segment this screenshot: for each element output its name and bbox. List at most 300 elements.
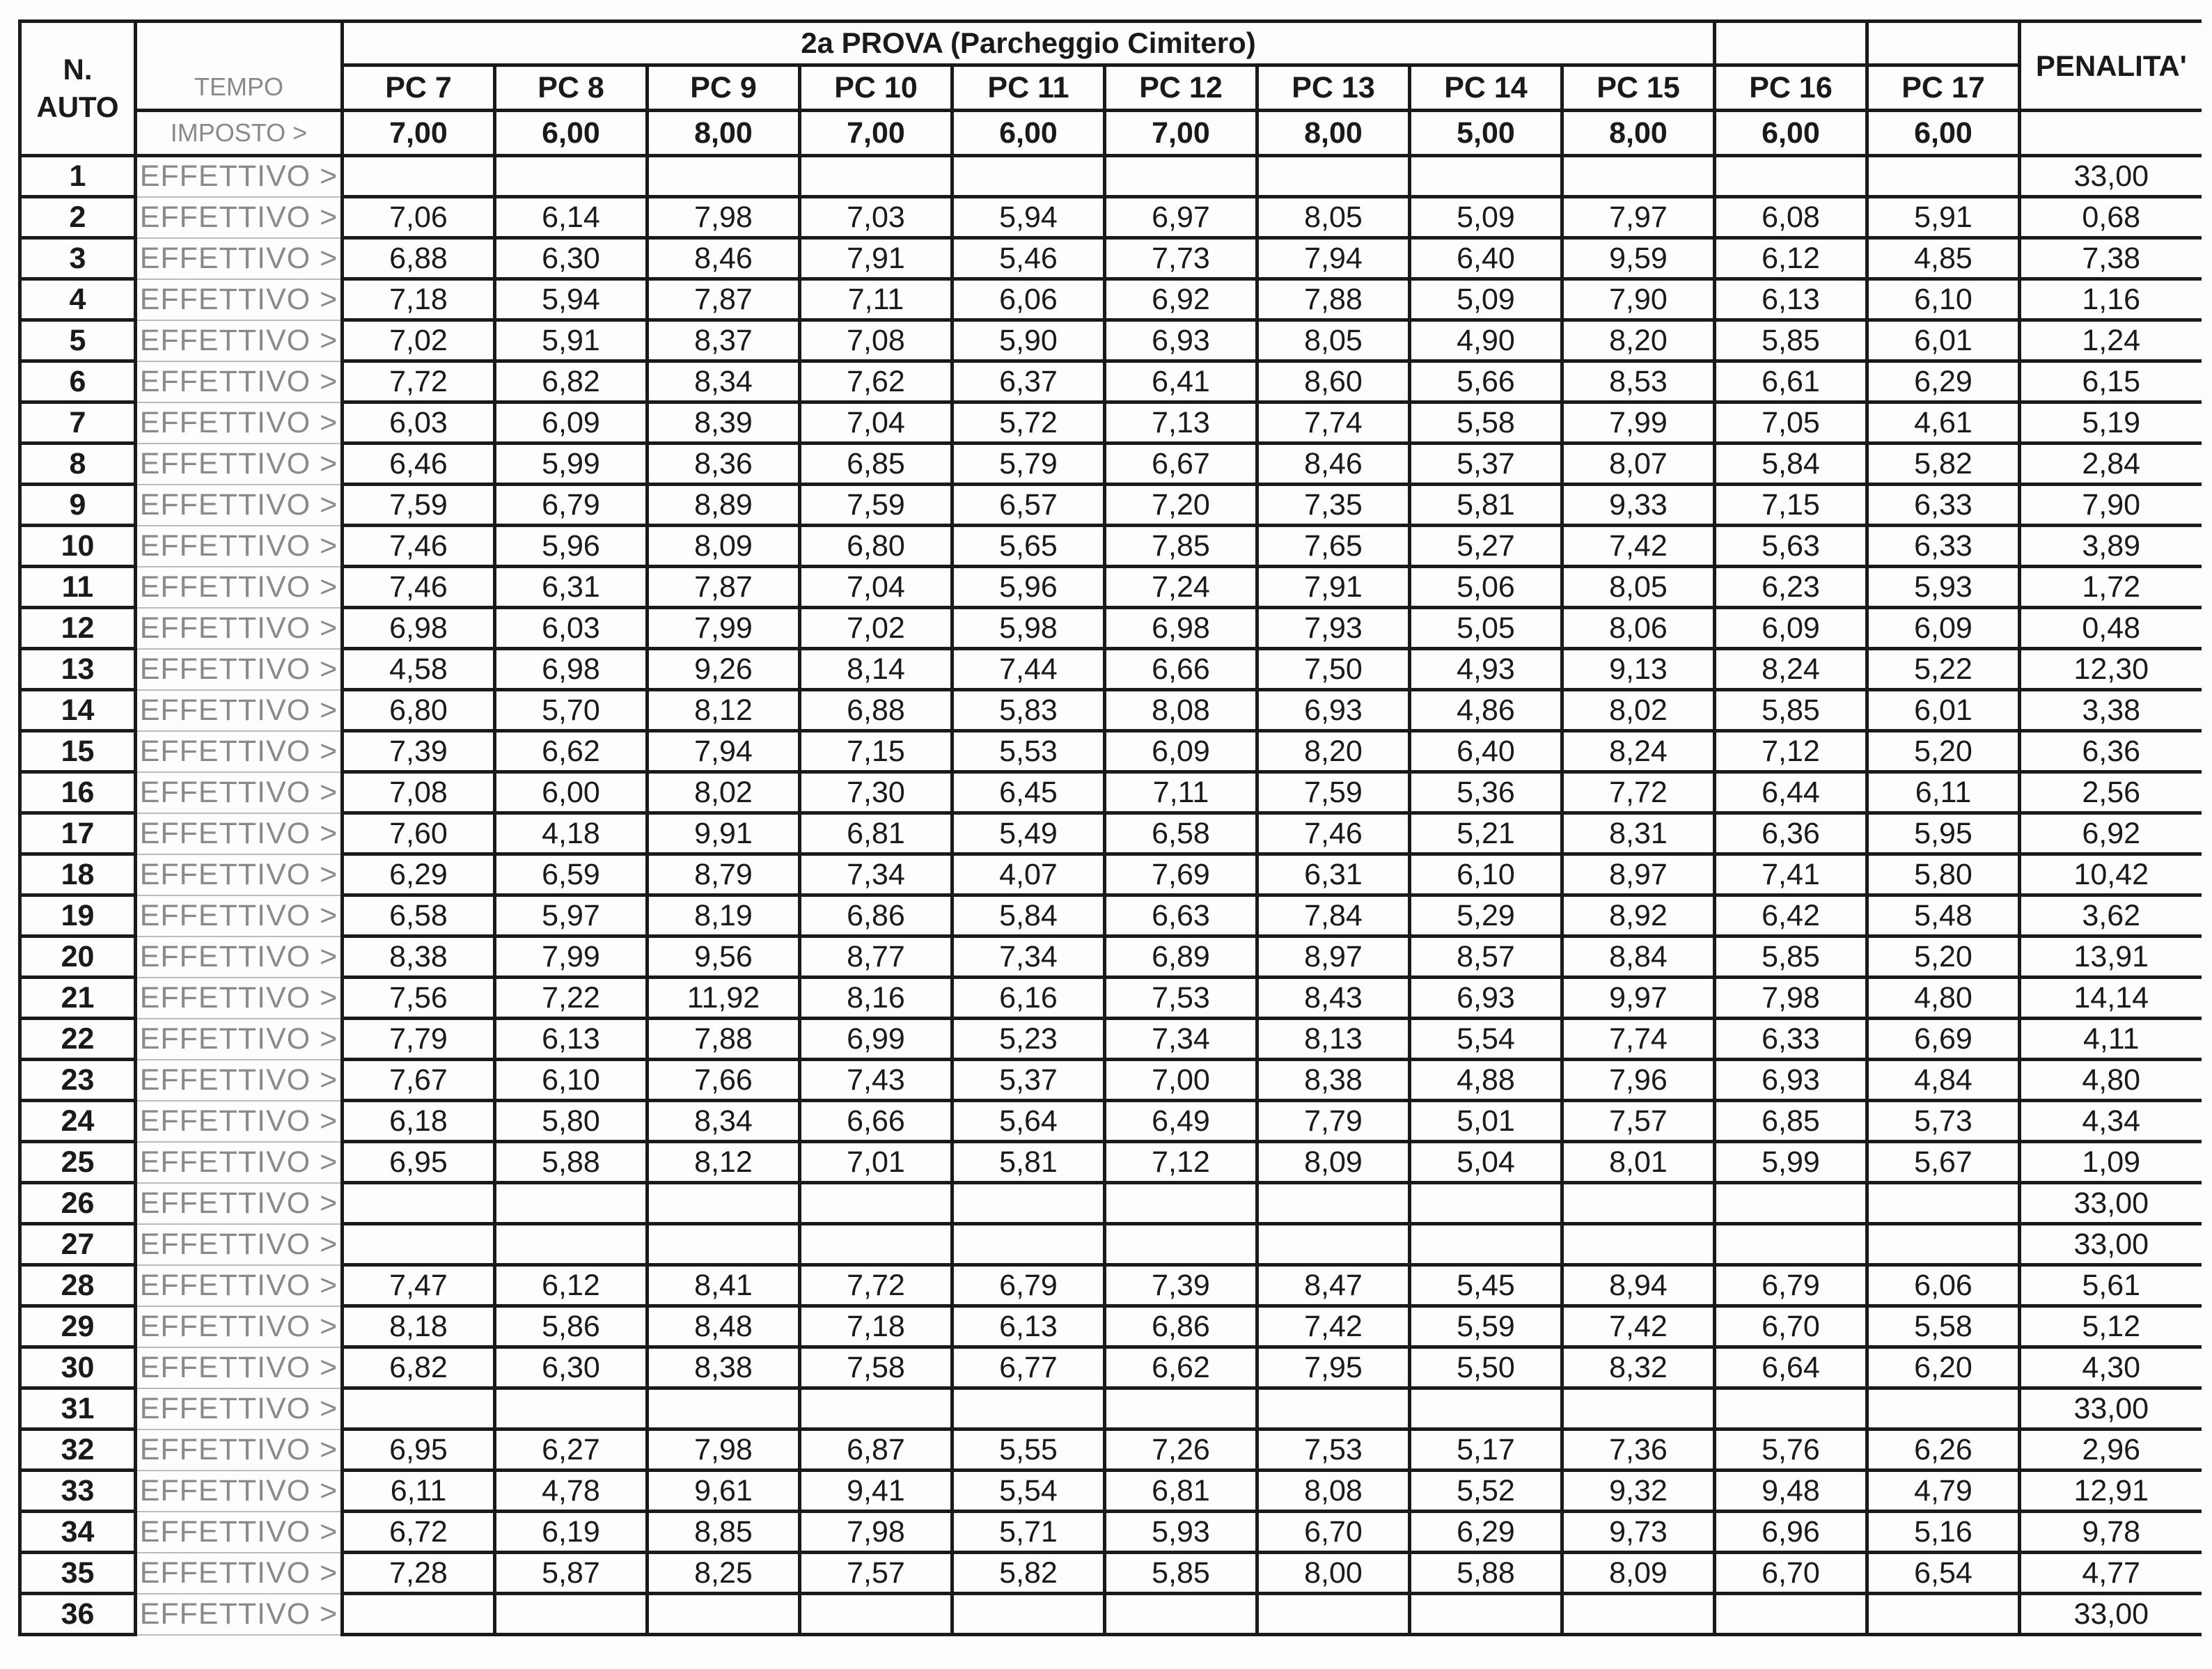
time-cell: 5,65 [952,526,1105,567]
effettivo-label: EFFETTIVO > [136,1183,343,1224]
penalty-cell: 9,78 [2020,1512,2202,1553]
time-cell: 6,30 [495,1347,648,1388]
time-cell: 6,59 [495,854,648,895]
table-row [20,690,2202,731]
table-row [20,978,2202,1019]
time-cell: 5,67 [1867,1142,2020,1183]
table-row [20,772,2202,813]
checkpoint-header: PC 17 [1867,65,2020,111]
time-cell: 5,82 [1867,444,2020,485]
time-cell: 4,18 [495,813,648,854]
checkpoint-header: PC 13 [1257,65,1410,111]
time-cell: 6,92 [1105,279,1257,320]
penalty-cell: 10,42 [2020,854,2202,895]
time-cell: 8,77 [800,937,952,978]
time-cell: 7,59 [1257,772,1410,813]
penalty-cell: 33,00 [2020,1224,2202,1265]
time-cell: 7,43 [800,1060,952,1101]
time-cell: 7,47 [343,1265,495,1306]
time-cell: 7,46 [343,526,495,567]
effettivo-label: EFFETTIVO > [136,772,343,813]
time-cell: 7,67 [343,1060,495,1101]
penalty-cell: 1,72 [2020,567,2202,608]
time-cell: 5,46 [952,238,1105,279]
header-blank-cell [136,22,343,65]
time-cell: 5,16 [1867,1512,2020,1553]
time-cell: 7,46 [343,567,495,608]
table-row [20,444,2202,485]
time-cell: 7,50 [1257,649,1410,690]
time-cell: 8,32 [1562,1347,1715,1388]
car-number: 22 [20,1019,136,1060]
penalty-cell: 5,61 [2020,1265,2202,1306]
imposed-time: 7,00 [800,111,952,156]
time-cell: 7,18 [343,279,495,320]
time-cell: 5,71 [952,1512,1105,1553]
time-cell: 5,22 [1867,649,2020,690]
time-cell: 6,14 [495,197,648,238]
time-cell [1105,1594,1257,1635]
time-cell: 6,85 [800,444,952,485]
time-cell: 6,87 [800,1429,952,1471]
time-cell: 7,22 [495,978,648,1019]
effettivo-label: EFFETTIVO > [136,567,343,608]
time-cell: 5,85 [1715,690,1867,731]
table-row [20,361,2202,402]
time-cell: 7,99 [495,937,648,978]
time-cell: 6,80 [343,690,495,731]
effettivo-label: EFFETTIVO > [136,1306,343,1347]
time-cell: 5,84 [952,895,1105,937]
time-cell: 5,91 [495,320,648,361]
time-cell: 8,19 [648,895,800,937]
time-cell: 6,82 [495,361,648,402]
time-cell: 7,74 [1257,402,1410,444]
time-cell: 9,13 [1562,649,1715,690]
time-cell: 7,85 [1105,526,1257,567]
time-cell: 7,69 [1105,854,1257,895]
car-number: 15 [20,731,136,772]
car-number: 1 [20,156,136,197]
imposed-time: 6,00 [1715,111,1867,156]
effettivo-label: EFFETTIVO > [136,1512,343,1553]
time-cell: 5,94 [952,197,1105,238]
effettivo-label: EFFETTIVO > [136,1594,343,1635]
time-cell: 5,85 [1105,1553,1257,1594]
time-cell: 8,57 [1410,937,1562,978]
table-row [20,895,2202,937]
time-cell: 7,79 [343,1019,495,1060]
time-cell: 7,24 [1105,567,1257,608]
time-cell: 4,84 [1867,1060,2020,1101]
time-cell: 7,98 [648,197,800,238]
time-cell [1867,1224,2020,1265]
time-cell: 5,73 [1867,1101,2020,1142]
time-cell: 6,93 [1715,1060,1867,1101]
time-cell: 8,97 [1257,937,1410,978]
time-cell: 8,85 [648,1512,800,1553]
time-cell [1562,1388,1715,1429]
time-cell: 7,42 [1562,526,1715,567]
checkpoint-header: PC 9 [648,65,800,111]
effettivo-label: EFFETTIVO > [136,937,343,978]
table-row [20,279,2202,320]
time-cell [1562,1224,1715,1265]
time-cell: 5,05 [1410,608,1562,649]
time-cell: 7,91 [1257,567,1410,608]
time-cell: 6,29 [1867,361,2020,402]
imposed-time: 5,00 [1410,111,1562,156]
time-cell: 9,59 [1562,238,1715,279]
time-cell: 6,58 [1105,813,1257,854]
penalty-cell: 33,00 [2020,1183,2202,1224]
effettivo-label: EFFETTIVO > [136,690,343,731]
time-cell [952,156,1105,197]
table-row [20,854,2202,895]
time-cell: 8,46 [1257,444,1410,485]
time-cell: 4,61 [1867,402,2020,444]
penalty-cell: 33,00 [2020,1594,2202,1635]
time-cell: 6,44 [1715,772,1867,813]
time-cell: 4,07 [952,854,1105,895]
table-row [20,1306,2202,1347]
time-cell: 7,05 [1715,402,1867,444]
imposed-time: 8,00 [1562,111,1715,156]
car-number: 30 [20,1347,136,1388]
time-cell [343,1388,495,1429]
time-cell: 6,63 [1105,895,1257,937]
time-cell: 6,06 [952,279,1105,320]
effettivo-label: EFFETTIVO > [136,1142,343,1183]
time-cell: 6,66 [800,1101,952,1142]
time-cell [952,1388,1105,1429]
car-number: 32 [20,1429,136,1471]
time-cell: 5,70 [495,690,648,731]
time-cell: 6,11 [343,1471,495,1512]
effettivo-label: EFFETTIVO > [136,895,343,937]
checkpoint-header: PC 10 [800,65,952,111]
time-cell [343,156,495,197]
results-sheet [18,19,2202,1636]
time-cell: 6,26 [1867,1429,2020,1471]
time-cell: 6,96 [1715,1512,1867,1553]
time-cell: 8,18 [343,1306,495,1347]
time-cell: 7,98 [1715,978,1867,1019]
time-cell: 8,97 [1562,854,1715,895]
time-cell: 6,06 [1867,1265,2020,1306]
table-row [20,1553,2202,1594]
time-cell: 8,60 [1257,361,1410,402]
time-cell: 5,81 [1410,485,1562,526]
time-cell: 7,13 [1105,402,1257,444]
time-cell: 8,02 [1562,690,1715,731]
time-cell [495,156,648,197]
penalty-cell: 33,00 [2020,156,2202,197]
time-cell: 7,66 [648,1060,800,1101]
penalty-cell: 4,80 [2020,1060,2202,1101]
time-cell: 8,41 [648,1265,800,1306]
imposed-time: 8,00 [648,111,800,156]
time-cell: 5,95 [1867,813,2020,854]
effettivo-label: EFFETTIVO > [136,444,343,485]
checkpoint-header: PC 15 [1562,65,1715,111]
time-cell: 6,88 [800,690,952,731]
penalty-cell: 4,30 [2020,1347,2202,1388]
time-cell: 5,37 [952,1060,1105,1101]
time-cell: 7,42 [1257,1306,1410,1347]
header-blank-cell [1715,22,1867,65]
time-cell: 7,72 [343,361,495,402]
time-cell: 6,03 [343,402,495,444]
time-cell: 7,98 [648,1429,800,1471]
time-cell: 7,90 [1562,279,1715,320]
car-number: 25 [20,1142,136,1183]
penalty-cell: 2,56 [2020,772,2202,813]
table-row [20,1347,2202,1388]
time-cell: 9,91 [648,813,800,854]
time-cell: 8,01 [1562,1142,1715,1183]
time-cell: 5,20 [1867,731,2020,772]
table-row [20,402,2202,444]
time-cell: 7,00 [1105,1060,1257,1101]
n-auto-header [20,22,136,156]
time-cell: 5,06 [1410,567,1562,608]
time-cell: 5,79 [952,444,1105,485]
time-cell [648,1224,800,1265]
car-number: 26 [20,1183,136,1224]
time-cell: 6,79 [1715,1265,1867,1306]
penalty-cell: 5,12 [2020,1306,2202,1347]
time-cell: 8,09 [1257,1142,1410,1183]
time-cell: 8,12 [648,1142,800,1183]
time-cell: 6,01 [1867,690,2020,731]
n-label: N. [63,53,93,86]
time-cell [343,1594,495,1635]
car-number: 3 [20,238,136,279]
time-cell: 6,31 [495,567,648,608]
time-cell: 7,42 [1562,1306,1715,1347]
checkpoint-header: PC 11 [952,65,1105,111]
time-cell: 6,13 [1715,279,1867,320]
time-cell: 7,96 [1562,1060,1715,1101]
imposed-time: 7,00 [343,111,495,156]
time-cell: 6,70 [1715,1306,1867,1347]
time-cell: 7,74 [1562,1019,1715,1060]
time-cell: 6,09 [1867,608,2020,649]
time-cell: 8,53 [1562,361,1715,402]
time-cell: 8,24 [1562,731,1715,772]
time-cell: 8,31 [1562,813,1715,854]
table-row [20,1019,2202,1060]
time-cell: 5,36 [1410,772,1562,813]
time-cell: 5,29 [1410,895,1562,937]
time-cell: 5,80 [495,1101,648,1142]
time-cell: 8,14 [800,649,952,690]
time-cell: 8,48 [648,1306,800,1347]
penalty-cell: 3,62 [2020,895,2202,937]
time-cell [1105,1388,1257,1429]
time-cell: 5,90 [952,320,1105,361]
time-cell: 7,94 [1257,238,1410,279]
time-cell: 7,20 [1105,485,1257,526]
time-cell: 6,82 [343,1347,495,1388]
effettivo-label: EFFETTIVO > [136,1265,343,1306]
car-number: 24 [20,1101,136,1142]
time-cell: 7,26 [1105,1429,1257,1471]
time-cell: 6,33 [1867,526,2020,567]
time-cell: 7,72 [1562,772,1715,813]
time-cell: 7,02 [343,320,495,361]
time-cell: 6,45 [952,772,1105,813]
time-cell: 6,09 [1715,608,1867,649]
imposto-label: IMPOSTO > [136,111,343,156]
time-cell: 6,41 [1105,361,1257,402]
time-cell: 4,93 [1410,649,1562,690]
time-cell: 7,11 [1105,772,1257,813]
time-cell [800,1388,952,1429]
time-cell: 7,02 [800,608,952,649]
effettivo-label: EFFETTIVO > [136,156,343,197]
table-row [20,608,2202,649]
time-cell: 8,02 [648,772,800,813]
time-cell: 5,09 [1410,197,1562,238]
car-number: 13 [20,649,136,690]
time-cell: 8,05 [1257,320,1410,361]
time-cell: 8,79 [648,854,800,895]
time-cell [800,156,952,197]
penalty-cell: 1,16 [2020,279,2202,320]
time-cell: 8,00 [1257,1553,1410,1594]
car-number: 17 [20,813,136,854]
car-number: 11 [20,567,136,608]
time-cell: 6,37 [952,361,1105,402]
car-number: 8 [20,444,136,485]
table-row [20,1224,2202,1265]
effettivo-label: EFFETTIVO > [136,731,343,772]
imposed-time: 6,00 [952,111,1105,156]
table-row [20,1429,2202,1471]
time-cell [952,1594,1105,1635]
time-cell: 6,86 [800,895,952,937]
time-cell: 7,88 [648,1019,800,1060]
penalty-cell: 6,92 [2020,813,2202,854]
time-cell: 8,38 [343,937,495,978]
time-cell: 8,13 [1257,1019,1410,1060]
time-cell: 5,76 [1715,1429,1867,1471]
time-cell: 5,01 [1410,1101,1562,1142]
car-number: 23 [20,1060,136,1101]
time-cell: 5,27 [1410,526,1562,567]
time-cell [1867,1594,2020,1635]
time-cell: 6,13 [495,1019,648,1060]
time-cell: 5,98 [952,608,1105,649]
time-cell: 9,41 [800,1471,952,1512]
time-cell: 7,84 [1257,895,1410,937]
time-cell: 7,60 [343,813,495,854]
time-cell [648,1183,800,1224]
imposed-time: 7,00 [1105,111,1257,156]
time-cell: 6,98 [1105,608,1257,649]
time-cell: 5,04 [1410,1142,1562,1183]
auto-label: AUTO [36,91,119,123]
time-cell: 4,85 [1867,238,2020,279]
time-cell: 7,57 [1562,1101,1715,1142]
car-number: 14 [20,690,136,731]
penalty-cell: 1,24 [2020,320,2202,361]
time-cell: 8,05 [1257,197,1410,238]
time-cell: 8,16 [800,978,952,1019]
car-number: 18 [20,854,136,895]
time-cell: 6,79 [952,1265,1105,1306]
time-cell: 8,38 [1257,1060,1410,1101]
time-cell: 5,50 [1410,1347,1562,1388]
car-number: 7 [20,402,136,444]
tempo-label: TEMPO [136,65,343,111]
time-cell: 9,26 [648,649,800,690]
time-cell: 5,54 [1410,1019,1562,1060]
time-cell [1105,1224,1257,1265]
time-cell: 5,99 [495,444,648,485]
time-cell: 6,12 [1715,238,1867,279]
time-cell: 5,88 [1410,1553,1562,1594]
time-cell [1867,156,2020,197]
time-cell: 5,88 [495,1142,648,1183]
time-cell: 7,87 [648,279,800,320]
time-cell: 6,01 [1867,320,2020,361]
time-cell: 7,34 [800,854,952,895]
time-cell: 7,72 [800,1265,952,1306]
table-row [20,1142,2202,1183]
time-cell: 6,98 [495,649,648,690]
effettivo-label: EFFETTIVO > [136,238,343,279]
time-cell: 7,04 [800,567,952,608]
time-cell: 8,05 [1562,567,1715,608]
time-cell: 9,61 [648,1471,800,1512]
checkpoint-header: PC 14 [1410,65,1562,111]
time-cell [1562,1183,1715,1224]
time-cell: 5,59 [1410,1306,1562,1347]
table-row [20,526,2202,567]
time-cell: 5,80 [1867,854,2020,895]
time-cell: 5,85 [1715,937,1867,978]
time-cell: 6,20 [1867,1347,2020,1388]
time-cell: 6,69 [1867,1019,2020,1060]
time-cell: 4,78 [495,1471,648,1512]
time-cell [800,1224,952,1265]
time-cell [1257,1594,1410,1635]
time-cell: 6,57 [952,485,1105,526]
time-cell: 7,44 [952,649,1105,690]
time-cell: 7,15 [800,731,952,772]
effettivo-label: EFFETTIVO > [136,649,343,690]
time-cell [1715,1388,1867,1429]
time-cell [495,1594,648,1635]
time-cell: 8,84 [1562,937,1715,978]
time-cell: 6,18 [343,1101,495,1142]
effettivo-label: EFFETTIVO > [136,402,343,444]
effettivo-label: EFFETTIVO > [136,1101,343,1142]
time-cell: 6,10 [1410,854,1562,895]
time-cell: 5,64 [952,1101,1105,1142]
penalty-cell: 2,96 [2020,1429,2202,1471]
time-cell: 4,88 [1410,1060,1562,1101]
time-cell: 8,12 [648,690,800,731]
time-cell: 7,06 [343,197,495,238]
penalty-cell: 7,90 [2020,485,2202,526]
time-cell: 6,42 [1715,895,1867,937]
effettivo-label: EFFETTIVO > [136,526,343,567]
time-cell: 6,10 [495,1060,648,1101]
